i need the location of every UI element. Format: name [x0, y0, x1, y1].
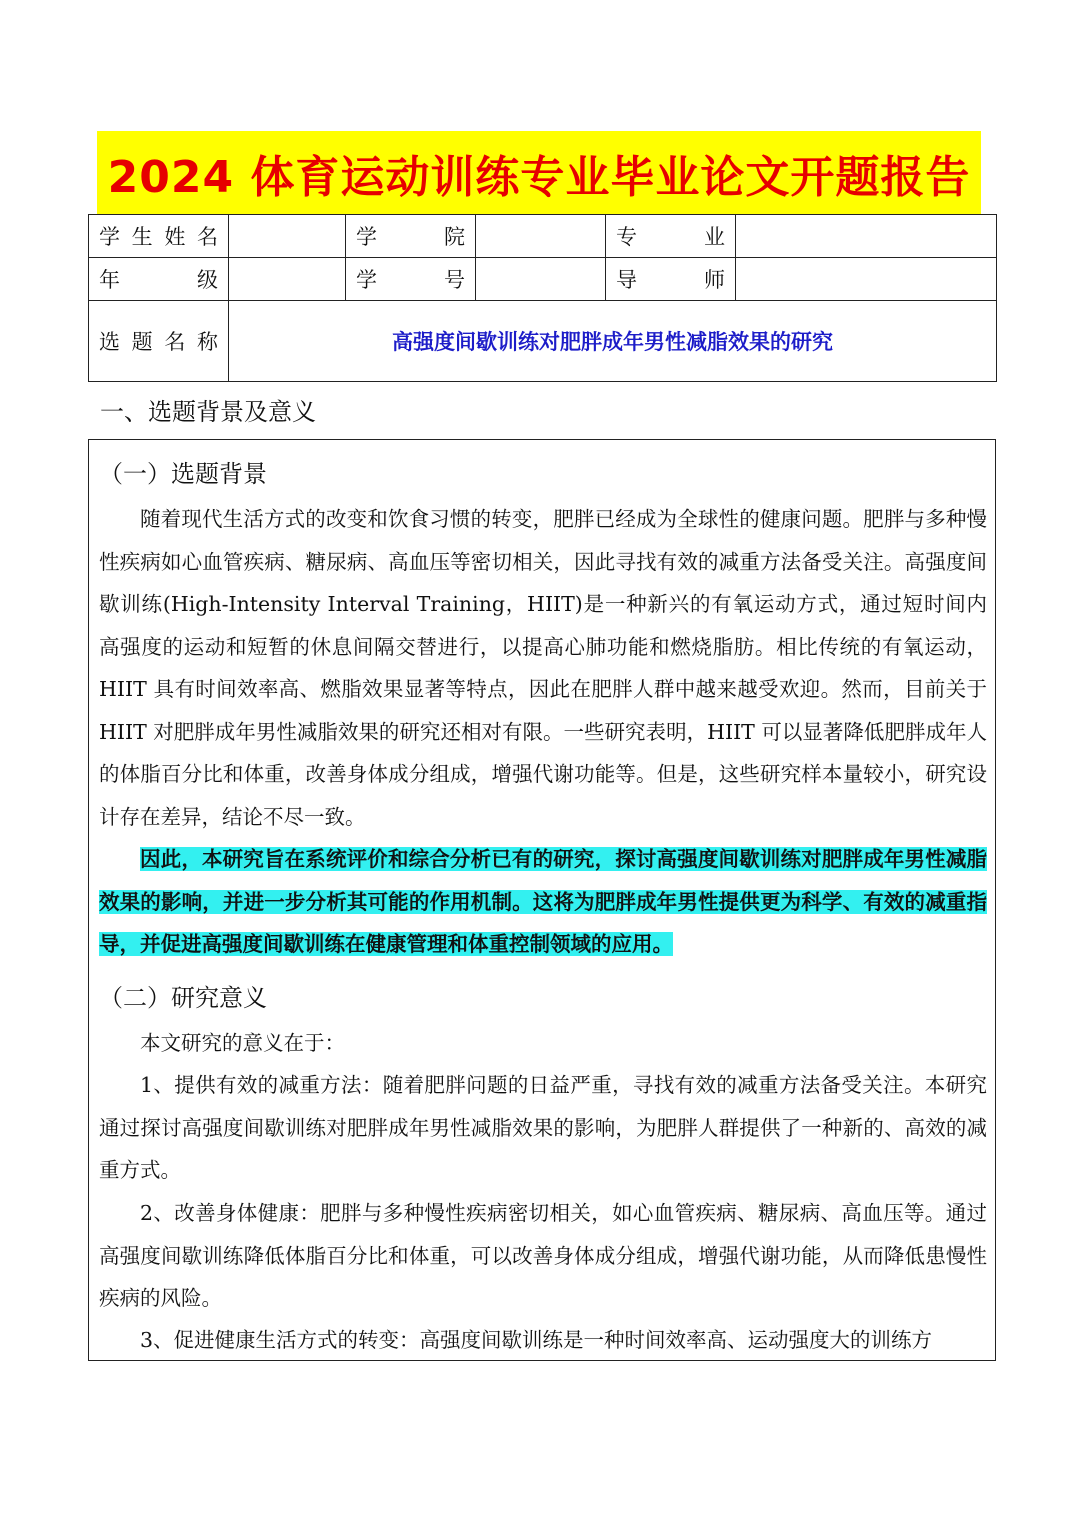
significance-intro: 本文研究的意义在于：: [140, 1031, 345, 1055]
section-heading: 一、选题背景及意义: [100, 398, 316, 426]
grade-label-cell: [89, 258, 229, 301]
info-row-3: [89, 301, 997, 382]
background-paragraph-1: 随着现代生活方式的改变和饮食习惯的转变，肥胖已经成为全球性的健康问题。肥胖与多种慢性疾病如心血管疾病、糖尿病、高血压等密切相关，因此寻找有效的减重方法备受关注。高强度间歇训练(High-Intensity Interval Training，HIIT)是一种新兴的有氧运动方式，通过短时间内高强度的运动和短暂的休息间隔交替进行，以提高心肺功能和燃烧脂肪。相比传统的有氧运动，HIIT 具有时间效率高、燃脂效果显著等特点，因此在肥胖人群中越来越受欢迎。然而，目前关于 HIIT 对肥胖成年男性减脂效果的研究还相对有限。一些研究表明，HIIT 可以显著降低肥胖成年人的体脂百分比和体重，改善身体成分组成，增强代谢功能等。但是，这些研究样本量较小，研究设计存在差异，结论不尽一致。: [99, 507, 987, 829]
student-name-value: [229, 215, 346, 258]
info-row-2: [89, 258, 997, 301]
grade-label: 年 级: [99, 268, 218, 292]
topic-label-cell: [89, 301, 229, 382]
student-name-label-cell: [89, 215, 229, 258]
student-id-label: 学 号: [356, 268, 465, 292]
student-id-value: [476, 258, 606, 301]
background-heading: （一）选题背景: [99, 460, 267, 488]
significance-item-3: 3、促进健康生活方式的转变：高强度间歇训练是一种时间效率高、运动强度大的训练方: [140, 1328, 933, 1352]
info-row-1: [89, 215, 997, 258]
college-value: [476, 215, 606, 258]
significance-item-2: 2、改善身体健康：肥胖与多种慢性疾病密切相关，如心血管疾病、糖尿病、高血压等。通过高强度间歇训练降低体脂百分比和体重，可以改善身体成分组成，增强代谢功能，从而降低患慢性疾病的风险。: [99, 1201, 987, 1310]
student-id-label-cell: [346, 258, 476, 301]
topic-value: 高强度间歇训练对肥胖成年男性减脂效果的研究: [229, 301, 997, 382]
highlighted-text: 因此，本研究旨在系统评价和综合分析已有的研究，探讨高强度间歇训练对肥胖成年男性减脂效果的影响，并进一步分析其可能的作用机制。这将为肥胖成年男性提供更为科学、有效的减重指导，并促进高强度间歇训练在健康管理和体重控制领域的应用。: [99, 847, 987, 956]
significance-item-1: 1、提供有效的减重方法：随着肥胖问题的日益严重，寻找有效的减重方法备受关注。本研究通过探讨高强度间歇训练对肥胖成年男性减脂效果的影响，为肥胖人群提供了一种新的、高效的减重方式。: [99, 1073, 987, 1182]
advisor-label: 导 师: [616, 268, 725, 292]
major-label: 专 业: [616, 225, 725, 249]
college-label: 学 院: [356, 225, 465, 249]
content-box: [88, 439, 996, 1361]
student-name-label: 学 生 姓 名: [99, 225, 218, 249]
topic-label: 选 题 名 称: [99, 330, 218, 354]
background-paragraph-2: [99, 838, 987, 966]
major-label-cell: [606, 215, 736, 258]
info-table: [88, 214, 997, 382]
advisor-value: [736, 258, 997, 301]
advisor-label-cell: [606, 258, 736, 301]
significance-heading: （二）研究意义: [99, 984, 267, 1012]
page-title: 2024 体育运动训练专业毕业论文开题报告: [97, 131, 981, 214]
major-value: [736, 215, 997, 258]
college-label-cell: [346, 215, 476, 258]
grade-value: [229, 258, 346, 301]
